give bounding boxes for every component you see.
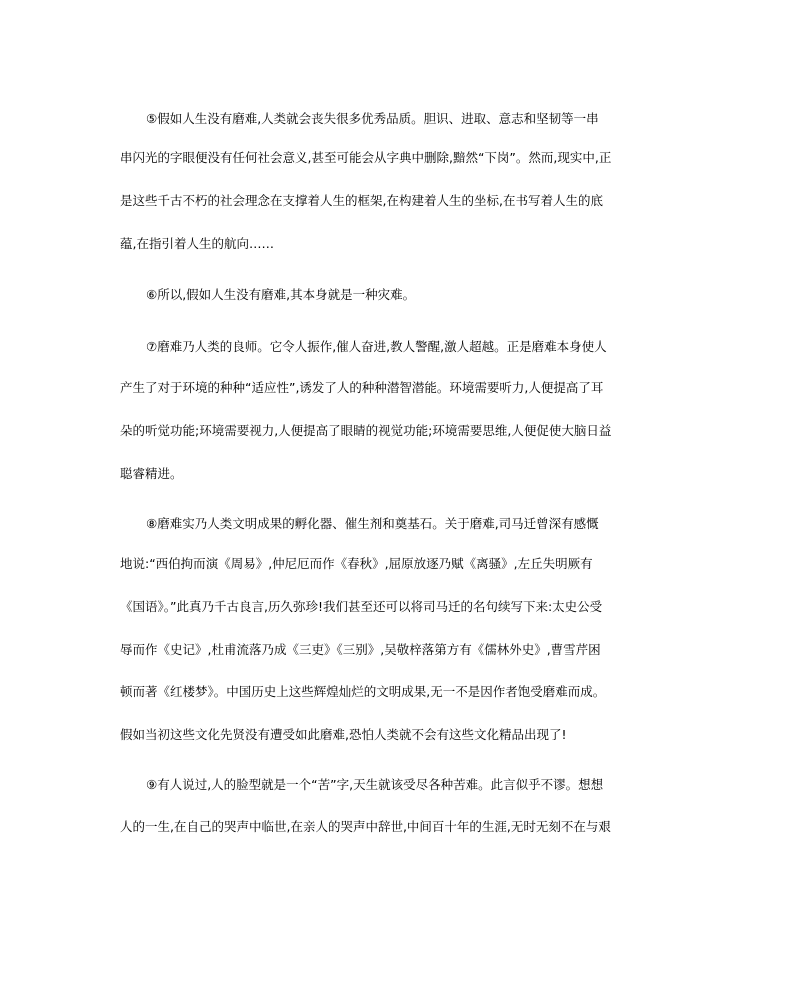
paragraph-8-line-6: 假如当初这些文化先贤没有遭受如此磨难,恐怕人类就不会有这些文化精品出现了! <box>120 727 567 742</box>
paragraph-7-line-4: 聪睿精进。 <box>120 466 183 481</box>
paragraph-5-line-2: 串闪光的字眼便没有任何社会意义,甚至可能会从字典中删除,黯然“下岗”。然而,现实中,正 <box>120 150 612 165</box>
paragraph-8-line-2: 地说:“西伯拘而演《周易》,仲尼厄而作《春秋》,屈原放逐乃赋《离骚》,左丘失明厥有 <box>120 556 593 571</box>
paragraph-8-line-1: ⑧磨难实乃人类文明成果的孵化器、催生剂和奠基石。关于磨难,司马迁曾深有感慨 <box>146 516 599 531</box>
paragraph-9-line-2: 人的一生,在自己的哭声中临世,在亲人的哭声中辞世,中间百十年的生涯,无时无刻不在与艰 <box>120 819 611 834</box>
paragraph-8-line-4: 辱而作《史记》,杜甫流落乃成《三吏》《三别》,吴敬梓落第方有《儒林外史》,曹雪芹困 <box>120 642 601 657</box>
paragraph-5-line-4: 蕴,在指引着人生的航向…… <box>120 236 274 251</box>
paragraph-7-line-3: 朵的听觉功能;环境需要视力,人便提高了眼睛的视觉功能;环境需要思维,人便促使大脑日益 <box>120 423 612 438</box>
paragraph-5-line-3: 是这些千古不朽的社会理念在支撑着人生的框架,在构建着人生的坐标,在书写着人生的底 <box>120 193 603 208</box>
paragraph-8-line-3: 《国语》。”此真乃千古良言,历久弥珍!我们甚至还可以将司马迁的名句续写下来:太史公受 <box>120 599 603 614</box>
paragraph-7-line-2: 产生了对于环境的种种“适应性”,诱发了人的种种潜智潜能。环境需要听力,人便提高了耳 <box>120 380 604 395</box>
paragraph-7-line-1: ⑦磨难乃人类的良师。它令人振作,催人奋进,教人警醒,激人超越。正是磨难本身使人 <box>146 339 607 354</box>
paragraph-6-line-1: ⑥所以,假如人生没有磨难,其本身就是一种灾难。 <box>146 287 416 302</box>
paragraph-9-line-1: ⑨有人说过,人的脸型就是一个“苦”字,天生就该受尽各种苦难。此言似乎不谬。想想 <box>146 777 604 792</box>
paragraph-8-line-5: 顿而著《红楼梦》。中国历史上这些辉煌灿烂的文明成果,无一不是因作者饱受磨难而成。 <box>120 684 606 699</box>
paragraph-5-line-1: ⑤假如人生没有磨难,人类就会丧失很多优秀品质。胆识、进取、意志和坚韧等一串 <box>146 111 599 126</box>
